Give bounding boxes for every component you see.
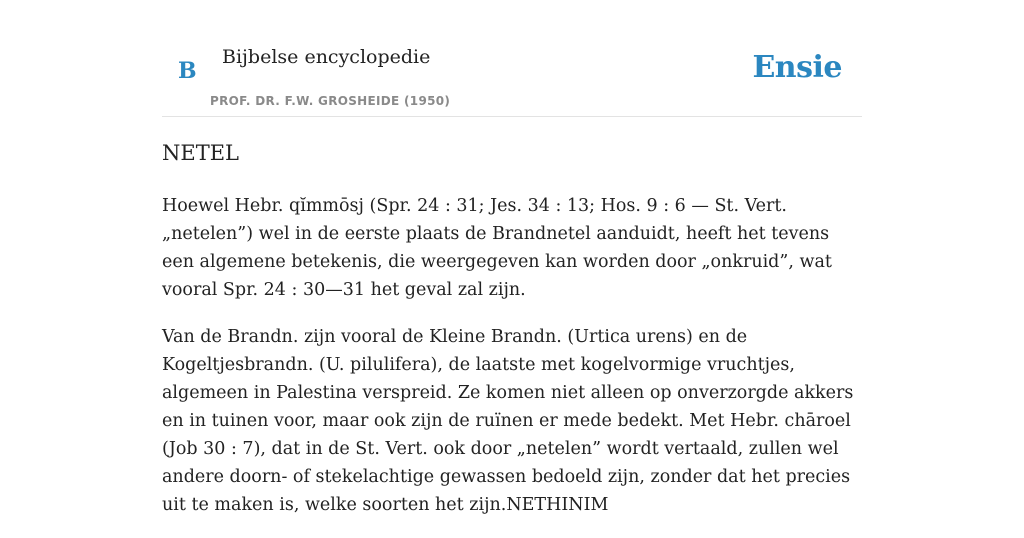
article-body [162,192,862,538]
book-title-link[interactable]: Bijbelse encyclopedie [222,46,431,68]
page-container [162,0,862,515]
header [162,0,862,117]
article-title: NETEL [162,141,239,165]
book-letter-icon[interactable]: B [178,58,197,84]
brand-logo-link[interactable]: Ensie [752,50,842,85]
article-paragraph: Hoewel Hebr. qĭmmōsj (Spr. 24 : 31; Jes. 34 : 13; Hos. 9 : 6 — St. Vert. „netelen”) wel in de eerste plaats de Brandnetel aanduidt, heeft het tevens een algemene betekenis, die weergegeven kan worden door „onkruid”, wat vooral Spr. 24 : 30—31 het geval zal zijn. [162,196,832,300]
book-author: PROF. DR. F.W. GROSHEIDE (1950) [210,94,451,108]
article-paragraph: Van de Brandn. zijn vooral de Kleine Brandn. (Urtica urens) en de Kogeltjesbrandn. (U. pilulifera), de laatste met kogelvormige vruchtjes, algemeen in Palestina verspreid. Ze komen niet alleen op onverzorgde akkers en in tuinen voor, maar ook zijn de ruïnen er mede bedekt. Met Hebr. chāroel (Job 30 : 7), dat in de St. Vert. ook door „netelen” wordt vertaald, zullen wel andere doorn- of stekelachtige gewassen bedoeld zijn, zonder dat het precies uit te maken is, welke soorten het zijn.NETHINIM [162,327,854,515]
